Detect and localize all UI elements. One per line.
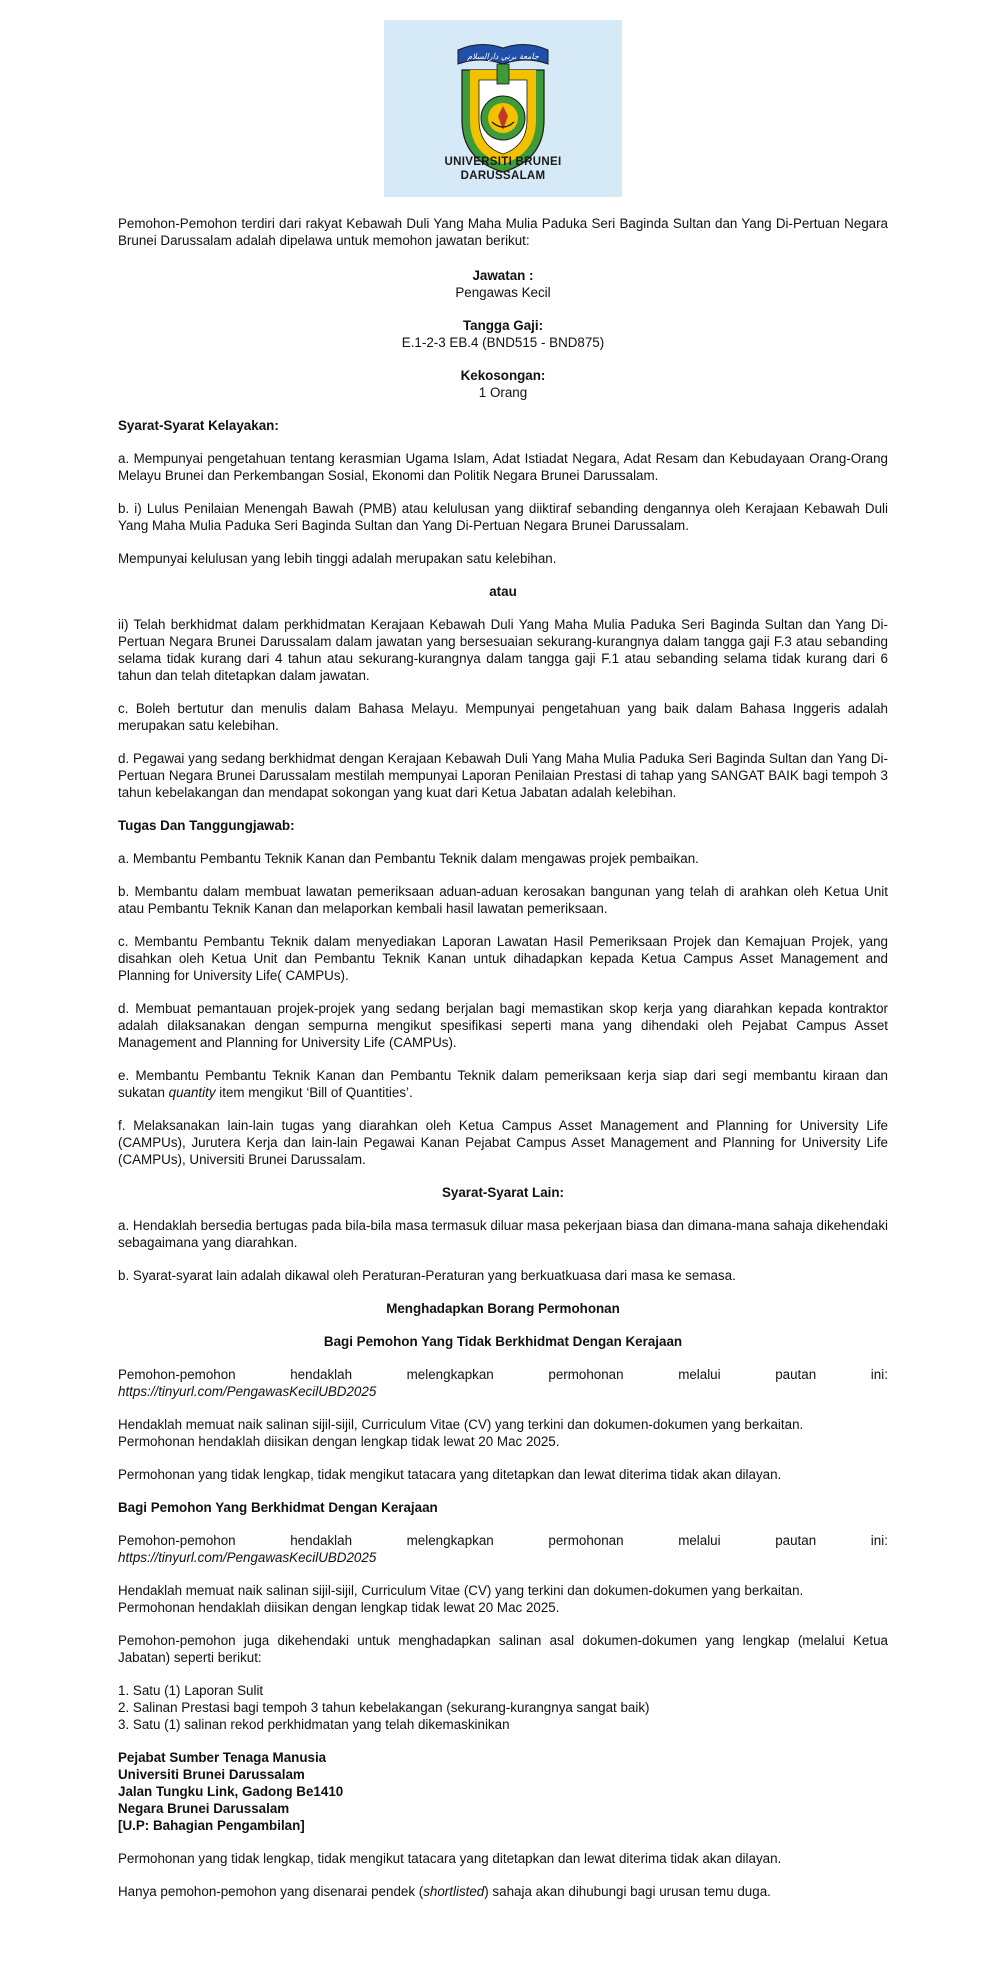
- jawatan-label: Jawatan :: [472, 268, 534, 283]
- kelayakan-c: c. Boleh bertutur dan menulis dalam Bahasa Melayu. Mempunyai pengetahuan yang baik dalam Bahasa Inggeris adalah merupakan satu kelebihan.: [118, 701, 888, 733]
- lain-b: b. Syarat-syarat lain adalah dikawal oleh Peraturan-Peraturan yang berkuatkuasa dari masa ke semasa.: [118, 1268, 736, 1283]
- tarikh-text-2: Permohonan hendaklah diisikan dengan lengkap tidak lewat 20 Mac 2025.: [118, 1600, 560, 1615]
- pautan-word: pautan: [775, 1533, 817, 1548]
- document-list-item: 1. Satu (1) Laporan Sulit: [118, 1683, 264, 1698]
- shortlist-italic: shortlisted: [423, 1884, 485, 1899]
- pautan-word: ini:: [870, 1533, 888, 1548]
- jawatan-value: Pengawas Kecil: [455, 285, 551, 300]
- pautan-line-2: [118, 1532, 888, 1549]
- logo-arabic-script: جامعة برني دارالسلام: [467, 52, 539, 61]
- shortlist-end: ) sahaja akan dihubungi bagi urusan temu duga.: [484, 1884, 771, 1899]
- atau-text: atau: [489, 584, 517, 599]
- tidak-berkhidmat-heading: Bagi Pemohon Yang Tidak Berkhidmat Dengan Kerajaan: [323, 1334, 683, 1349]
- salinan-text-2: Hendaklah memuat naik salinan sijil-sijil, Curriculum Vitae (CV) yang terkini dan dokumen-dokumen yang berkaitan.: [118, 1583, 804, 1598]
- kelayakan-b1: b. i) Lulus Penilaian Menengah Bawah (PMB) atau kelulusan yang diiktiraf sebanding dengannya oleh Kerajaan Kebawah Duli Yang Maha Mulia Paduka Seri Baginda Sultan dan Yang Di-Pertuan Negara Brunei Darussalam.: [118, 501, 888, 533]
- kekosongan-value: 1 Orang: [478, 385, 528, 400]
- logo-name-line1: UNIVERSITI BRUNEI: [444, 156, 562, 168]
- berkhidmat-heading: Bagi Pemohon Yang Berkhidmat Dengan Kerajaan: [118, 1500, 438, 1515]
- pautan-word: melengkapkan: [406, 1533, 494, 1548]
- application-link-1[interactable]: https://tinyurl.com/PengawasKecilUBD2025: [118, 1384, 377, 1399]
- tugas-c: c. Membantu Pembantu Teknik dalam menyediakan Laporan Lawatan Hasil Pemeriksaan Projek dan Kemajuan Projek, yang disahkan oleh Ketua Unit dan Pembantu Teknik Kanan untuk dihadapkan kepada Ketua Campus Asset Management and Planning for University Life( CAMPUs).: [118, 934, 888, 983]
- kelayakan-d: d. Pegawai yang sedang berkhidmat dengan Kerajaan Kebawah Duli Yang Maha Mulia Paduka Seri Baginda Sultan dan Yang Di-Pertuan Negara Brunei Darussalam mestilah mempunyai Laporan Penilaian Prestasi di tahap yang SANGAT BAIK bagi tempoh 3 tahun kebelakangan dan mendapat sokongan yang kuat dari Ketua Jabatan adalah kelebihan.: [118, 751, 888, 800]
- pautan-line-1: [118, 1366, 888, 1383]
- address-line: Universiti Brunei Darussalam: [118, 1767, 305, 1782]
- lain-heading: Syarat-Syarat Lain:: [441, 1185, 565, 1200]
- pautan-word: Pemohon-pemohon: [118, 1367, 236, 1382]
- shortlist-text: Hanya pemohon-pemohon yang disenarai pendek (: [118, 1884, 424, 1899]
- intro-paragraph: Pemohon-Pemohon terdiri dari rakyat Kebawah Duli Yang Maha Mulia Paduka Seri Baginda Sultan dan Yang Di-Pertuan Negara Brunei Darussalam adalah dipelawa untuk memohon jawatan berikut:: [118, 216, 888, 248]
- shortlist-notice: [118, 1883, 888, 1900]
- kelayakan-b2: ii) Telah berkhidmat dalam perkhidmatan Kerajaan Kebawah Duli Yang Maha Mulia Paduka Seri Baginda Sultan dan Yang Di-Pertuan Negara Brunei Darussalam dalam jawatan yang bersesuaian sekurang-kurangnya dalam tangga gaji F.3 atau sebanding selama tidak kurang dari 4 tahun atau sekurang-kurangnya dalam tangga gaji F.1 atau sebanding selama tidak kurang dari 6 tahun dan telah ditetapkan dalam jawatan.: [118, 617, 888, 683]
- address-line: Jalan Tungku Link, Gadong Be1410: [118, 1784, 344, 1799]
- pautan-word: melengkapkan: [406, 1367, 494, 1382]
- gaji-label: Tangga Gaji:: [462, 318, 544, 333]
- pautan-word: melalui: [678, 1367, 721, 1382]
- pautan-word: Pemohon-pemohon: [118, 1533, 236, 1548]
- ubd-logo: [384, 20, 622, 197]
- borang-heading: Menghadapkan Borang Permohonan: [386, 1301, 620, 1316]
- tarikh-text-1: Permohonan hendaklah diisikan dengan lengkap tidak lewat 20 Mac 2025.: [118, 1434, 560, 1449]
- logo-name-line2: DARUSSALAM: [460, 170, 546, 182]
- tugas-e-italic: quantity: [168, 1085, 216, 1100]
- pautan-word: pautan: [775, 1367, 817, 1382]
- address-line: [U.P: Bahagian Pengambilan]: [118, 1818, 305, 1833]
- pautan-word: melalui: [678, 1533, 721, 1548]
- gaji-value: E.1-2-3 EB.4 (BND515 - BND875): [401, 335, 605, 350]
- address-line: Negara Brunei Darussalam: [118, 1801, 290, 1816]
- tugas-a: a. Membantu Pembantu Teknik Kanan dan Pembantu Teknik dalam mengawas projek pembaikan.: [118, 851, 699, 866]
- kelayakan-lebih: Mempunyai kelulusan yang lebih tinggi adalah merupakan satu kelebihan.: [118, 551, 557, 566]
- lain-a: a. Hendaklah bersedia bertugas pada bila-bila masa termasuk diluar masa pekerjaan biasa dan dimana-mana sahaja dikehendaki sebagaimana yang diarahkan.: [118, 1218, 888, 1250]
- tugas-e: [118, 1067, 888, 1101]
- tugas-heading: Tugas Dan Tanggungjawab:: [118, 818, 295, 833]
- pautan-word: ini:: [870, 1367, 888, 1382]
- pautan-word: permohonan: [548, 1533, 624, 1548]
- document-list-item: 2. Salinan Prestasi bagi tempoh 3 tahun kebelakangan (sekurang-kurangnya sangat baik): [118, 1700, 650, 1715]
- kelayakan-a: a. Mempunyai pengetahuan tentang kerasmian Ugama Islam, Adat Istiadat Negara, Adat Resam dan Kebudayaan Orang-Orang Melayu Brunei dan Perkembangan Sosial, Ekonomi dan Politik Negara Brunei Darussalam.: [118, 451, 888, 483]
- tugas-b: b. Membantu dalam membuat lawatan pemeriksaan aduan-aduan kerosakan bangunan yang telah di arahkan oleh Ketua Unit atau Pembantu Teknik Kanan dan melaporkan kembali hasil lawatan pemeriksaan.: [118, 884, 888, 916]
- tugas-d: d. Membuat pemantauan projek-projek yang sedang berjalan bagi memastikan skop kerja yang diarahkan kepada kontraktor adalah dilaksanakan dengan sempurna mengikut spesifikasi seperti mana yang dihendaki oleh Pejabat Campus Asset Management and Planning for University Life (CAMPUs).: [118, 1001, 888, 1050]
- pautan-word: permohonan: [548, 1367, 624, 1382]
- salinan-asal-text: Pemohon-pemohon juga dikehendaki untuk menghadapkan salinan asal dokumen-dokumen yang lengkap (melalui Ketua Jabatan) seperti berikut:: [118, 1633, 888, 1665]
- tidak-lengkap-2: Permohonan yang tidak lengkap, tidak mengikut tatacara yang ditetapkan dan lewat diterima tidak akan dilayan.: [118, 1851, 782, 1866]
- tugas-e-end: item mengikut ‘Bill of Quantities’.: [215, 1085, 413, 1100]
- document-list-item: 3. Satu (1) salinan rekod perkhidmatan yang telah dikemaskinikan: [118, 1717, 510, 1732]
- kelayakan-heading: Syarat-Syarat Kelayakan:: [118, 418, 279, 433]
- kekosongan-label: Kekosongan:: [460, 368, 546, 383]
- salinan-text-1: Hendaklah memuat naik salinan sijil-sijil, Curriculum Vitae (CV) yang terkini dan dokumen-dokumen yang berkaitan.: [118, 1417, 804, 1432]
- pautan-word: hendaklah: [290, 1533, 353, 1548]
- application-link-2[interactable]: https://tinyurl.com/PengawasKecilUBD2025: [118, 1550, 377, 1565]
- document-body: [118, 215, 888, 1900]
- tidak-lengkap-1: Permohonan yang tidak lengkap, tidak mengikut tatacara yang ditetapkan dan lewat diterima tidak akan dilayan.: [118, 1467, 782, 1482]
- tugas-e-text: e. Membantu Pembantu Teknik Kanan dan Pembantu Teknik dalam pemeriksaan kerja siap dari segi membantu kiraan dan sukatan: [118, 1068, 888, 1100]
- tugas-f: f. Melaksanakan lain-lain tugas yang diarahkan oleh Ketua Campus Asset Management and Planning for University Life (CAMPUs), Jurutera Kerja dan lain-lain Pegawai Kanan Pejabat Campus Asset Management and Planning for University Life (CAMPUs), Universiti Brunei Darussalam.: [118, 1118, 888, 1167]
- address-line: Pejabat Sumber Tenaga Manusia: [118, 1750, 327, 1765]
- pautan-word: hendaklah: [290, 1367, 353, 1382]
